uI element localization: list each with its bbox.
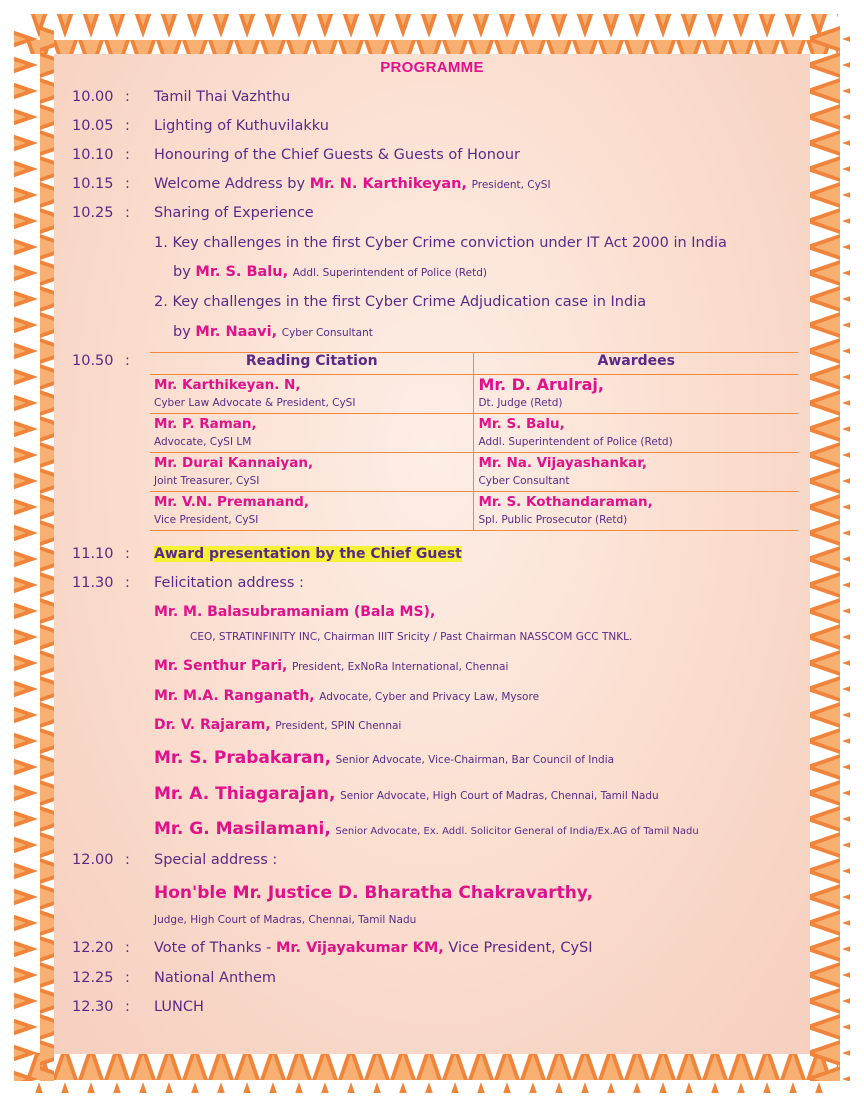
event-text: Honouring of the Chief Guests & Guests of Honour [154, 147, 520, 163]
time: 10.25 [72, 205, 114, 221]
page-title: PROGRAMME [380, 59, 484, 76]
table-row [150, 414, 798, 453]
speaker-role: President, SPIN Chennai [275, 720, 402, 732]
reader-name: Mr. V.N. Premanand, [154, 494, 309, 510]
awardee-role: Cyber Consultant [478, 475, 570, 487]
programme-row [0, 852, 864, 874]
header-awardees: Awardees [474, 353, 798, 375]
reader-name: Mr. P. Raman, [154, 416, 257, 432]
time: 10.00 [72, 89, 114, 105]
experience-topic: 1. Key challenges in the first Cyber Crime conviction under IT Act 2000 in India [154, 235, 727, 251]
event-text: Tamil Thai Vazhthu [154, 89, 291, 105]
awardee-name: Mr. D. Arulraj, [478, 375, 604, 394]
programme-row [0, 147, 864, 169]
colon: : [125, 999, 130, 1015]
speaker-role: Senior Advocate, Vice-Chairman, Bar Council of India [335, 754, 615, 766]
reader-role: Vice President, CySI [154, 514, 259, 526]
awardee-name: Mr. S. Kothandaraman, [478, 494, 653, 510]
felicitation-speaker [0, 784, 864, 810]
speaker-role: Senior Advocate, Ex. Addl. Solicitor General of India/Ex.AG of Tamil Nadu [335, 826, 699, 837]
event-text: Felicitation address : [154, 575, 304, 591]
header-reading-citation: Reading Citation [150, 353, 474, 375]
table-row [150, 453, 798, 492]
awardee-role: Dt. Judge (Retd) [478, 397, 563, 409]
reader-role: Advocate, CySI LM [154, 436, 252, 448]
awardee-name: Mr. Na. Vijayashankar, [478, 455, 648, 471]
programme-row [0, 970, 864, 992]
speaker-role: Senior Advocate, High Court of Madras, Chennai, Tamil Nadu [340, 790, 659, 802]
speaker-name: Mr. Vijayakumar KM, [276, 940, 444, 956]
speaker-role: Addl. Superintendent of Police (Retd) [292, 267, 487, 279]
event-text: Sharing of Experience [154, 205, 314, 221]
programme-row [0, 940, 864, 962]
programme-row [0, 575, 864, 597]
speaker-role: Judge, High Court of Madras, Chennai, Tamil Nadu [154, 914, 417, 926]
experience-item [0, 294, 864, 316]
speaker-name: Mr. S. Balu, [195, 264, 289, 280]
speaker-role: Advocate, Cyber and Privacy Law, Mysore [319, 691, 540, 703]
speaker-role: Cyber Consultant [281, 327, 373, 339]
reader-role: Joint Treasurer, CySI [154, 475, 260, 487]
speaker-name: Hon'ble Mr. Justice D. Bharatha Chakravarthy, [154, 883, 594, 903]
speaker-role: President, CySI [471, 179, 551, 191]
felicitation-speaker [0, 748, 864, 774]
speaker-role: President, ExNoRa International, Chennai [291, 661, 509, 673]
reader-name: Mr. Karthikeyan. N, [154, 377, 301, 393]
reader-role: Cyber Law Advocate & President, CySI [154, 397, 356, 409]
by-label: by [173, 264, 196, 280]
table-row [150, 492, 798, 531]
programme-row [0, 118, 864, 140]
speaker-name: Mr. S. Prabakaran, [154, 748, 332, 768]
speaker-name: Dr. V. Rajaram, [154, 717, 271, 733]
event-text: Lighting of Kuthuvilakku [154, 118, 329, 134]
time: 12.25 [72, 970, 114, 986]
event-text: LUNCH [154, 999, 204, 1015]
event-text: Special address : [154, 852, 278, 868]
awardee-role: Addl. Superintendent of Police (Retd) [478, 436, 673, 448]
colon: : [125, 852, 130, 868]
colon: : [125, 940, 130, 956]
felicitation-speaker [0, 658, 864, 680]
experience-topic: 2. Key challenges in the first Cyber Crime Adjudication case in India [154, 294, 647, 310]
speaker-name: Mr. N. Karthikeyan, [309, 176, 467, 192]
felicitation-speaker [0, 604, 864, 626]
event-label: Welcome Address by [154, 176, 310, 192]
colon: : [125, 89, 130, 105]
speaker-name: Mr. G. Masilamani, [154, 819, 331, 839]
citation-table [150, 352, 798, 531]
felicitation-speaker [0, 717, 864, 739]
colon: : [125, 970, 130, 986]
speaker-role: CEO, STRATINFINITY INC, Chairman IIIT Sricity / Past Chairman NASSCOM GCC TNKL. [190, 631, 633, 643]
special-role [0, 914, 864, 936]
time: 10.05 [72, 118, 114, 134]
by-label: by [173, 324, 196, 340]
programme-row [0, 176, 864, 198]
colon: : [125, 118, 130, 134]
colon: : [125, 546, 130, 562]
felicitation-role [0, 631, 864, 653]
experience-speaker [0, 324, 864, 346]
programme-row [0, 546, 864, 568]
time: 12.20 [72, 940, 114, 956]
felicitation-speaker [0, 688, 864, 710]
awardee-role: Spl. Public Prosecutor (Retd) [478, 514, 628, 526]
colon: : [125, 147, 130, 163]
colon: : [125, 176, 130, 192]
event-text: National Anthem [154, 970, 277, 986]
time: 11.10 [72, 546, 114, 562]
colon: : [125, 575, 130, 591]
speaker-name: Mr. A. Thiagarajan, [154, 784, 336, 804]
special-speaker [0, 883, 864, 909]
table-row [150, 375, 798, 414]
time: 10.15 [72, 176, 114, 192]
programme-row [0, 205, 864, 227]
time: 12.30 [72, 999, 114, 1015]
experience-speaker [0, 264, 864, 286]
time: 12.00 [72, 852, 114, 868]
awardee-name: Mr. S. Balu, [478, 416, 565, 432]
event-text [154, 176, 551, 192]
colon: : [125, 205, 130, 221]
event-label: Vote of Thanks - [154, 940, 276, 956]
speaker-name: Mr. Senthur Pari, [154, 658, 288, 674]
experience-item [0, 235, 864, 257]
speaker-name: Mr. Naavi, [195, 324, 278, 340]
table-header [150, 353, 798, 375]
time: 11.30 [72, 575, 114, 591]
speaker-role: Vice President, CySI [448, 940, 593, 956]
felicitation-speaker [0, 819, 864, 845]
time: 10.10 [72, 147, 114, 163]
speaker-name: Mr. M.A. Ranganath, [154, 688, 315, 704]
award-presentation-highlight: Award presentation by the Chief Guest [154, 546, 462, 562]
programme-row [0, 89, 864, 111]
colon: : [125, 353, 130, 369]
time: 10.50 [72, 353, 114, 369]
reader-name: Mr. Durai Kannaiyan, [154, 455, 314, 471]
speaker-name: Mr. M. Balasubramaniam (Bala MS), [154, 604, 436, 620]
programme-row [0, 999, 864, 1021]
event-text [154, 940, 593, 956]
